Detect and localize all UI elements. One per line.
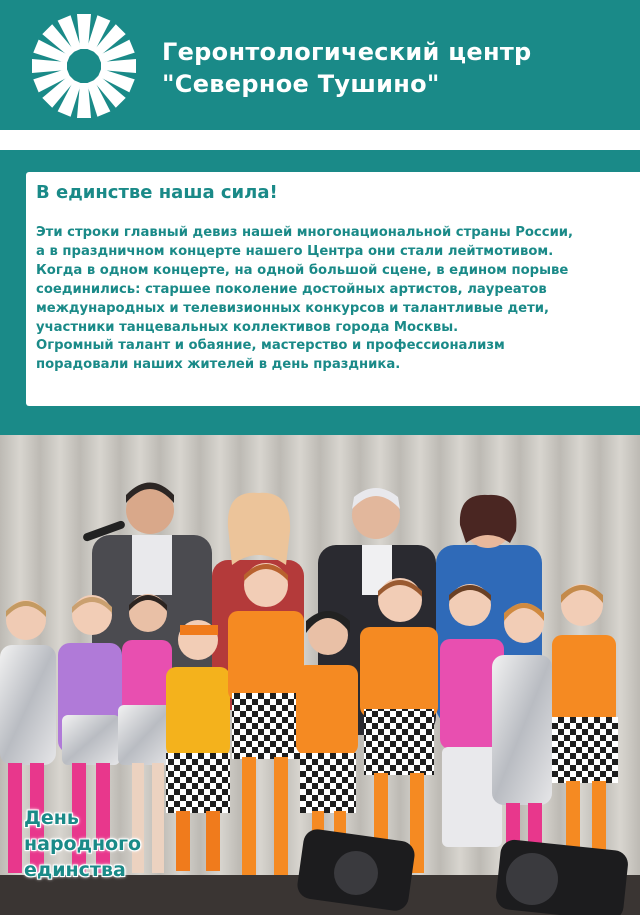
holiday-caption-line1: День [24,807,79,829]
holiday-caption-line2: народного [24,833,142,855]
organization-name [162,36,532,100]
article-line: соединились: старшее поколение достойных артистов, лауреатов [36,281,547,297]
organization-name-line1: Геронтологический центр [162,38,532,66]
header-banner [0,0,640,130]
article-line: Огромный талант и обаяние, мастерство и профессионализм [36,338,505,354]
sun-rays-icon [30,12,138,120]
holiday-caption-line3: единства [24,859,126,881]
article-title: В единстве наша сила! [36,182,278,203]
article-line: международных и телевизионных конкурсов и талантливые дети, [36,300,550,316]
article-line: участники танцевальных коллективов города Москвы. [36,319,459,335]
article-line: Эти строки главный девиз нашей многонациональной страны России, [36,225,574,240]
article-line: порадовали наших жителей в день праздника. [36,357,401,373]
separator-strip [0,130,640,150]
article-line: Когда в одном концерте, на одной большой сцене, в едином порыве [36,262,569,278]
article-card [26,172,640,406]
article-line: а в праздничном концерте нашего Центра они стали лейтмотивом. [36,243,554,259]
stage-light [495,839,630,915]
organization-name-line2: "Северное Тушино" [162,70,440,98]
article-body [36,224,636,375]
holiday-caption [24,805,141,883]
